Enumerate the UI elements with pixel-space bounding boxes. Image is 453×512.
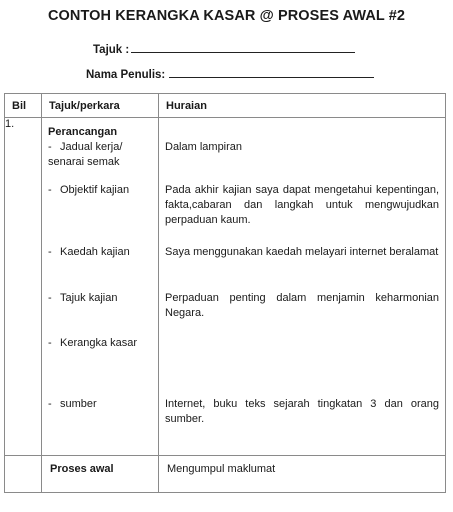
tajuk-blank-line [131,42,355,53]
item-label: sumber [60,398,97,410]
table-header-row [5,94,446,118]
tajuk-field [93,42,355,56]
table-row [5,456,446,493]
item-label: Objektif kajian [60,184,130,196]
list-item: - sumber [48,398,97,410]
item-description: Dalam lampiran [165,141,243,153]
list-item: - Jadual kerja/ senarai semak [48,141,123,168]
table-row [5,118,446,456]
header-tajuk-perkara: Tajuk/perkara [42,94,159,118]
item-label: Jadual kerja/ [60,141,123,153]
item-description: Internet, buku teks sejarah tingkatan 3 dan orang sumber. [165,398,439,425]
header-bil: Bil [5,94,42,118]
row1-tajuk-cell [42,118,159,456]
document-title: CONTOH KERANGKA KASAR @ PROSES AWAL #2 [47,8,406,24]
item-label-line2: senarai semak [48,156,120,168]
item-label: Kaedah kajian [60,246,130,258]
row1-huraian-cell [159,118,446,456]
row1-bil [5,118,42,456]
tajuk-label: Tajuk : [93,44,130,56]
header-huraian: Huraian [159,94,446,118]
item-description: Perpaduan penting dalam menjamin keharmonian Negara. [165,292,439,319]
item-label: Kerangka kasar [60,337,138,349]
row2-description: Mengumpul maklumat [159,456,446,493]
row2-bil [5,456,42,493]
list-item: - Objektif kajian [48,184,130,196]
item-description: Saya menggunakan kaedah melayari internet beralamat [165,246,439,258]
list-item: - Tajuk kajian [48,292,118,304]
row1-bil-text: 1. [5,118,15,130]
nama-penulis-label: Nama Penulis: [86,69,166,81]
list-item: - Kaedah kajian [48,246,130,258]
list-item: - Kerangka kasar [48,337,138,349]
item-label: Tajuk kajian [60,292,118,304]
row2-label: Proses awal [42,456,159,493]
row1-heading: Perancangan [48,126,118,138]
item-description: Pada akhir kajian saya dapat mengetahui kepentingan, fakta,cabaran dan langkah untuk mengwujudkan perpaduan kaum. [165,184,439,226]
nama-penulis-blank-line [169,67,374,78]
outline-table [4,93,446,493]
nama-penulis-field [86,67,374,81]
